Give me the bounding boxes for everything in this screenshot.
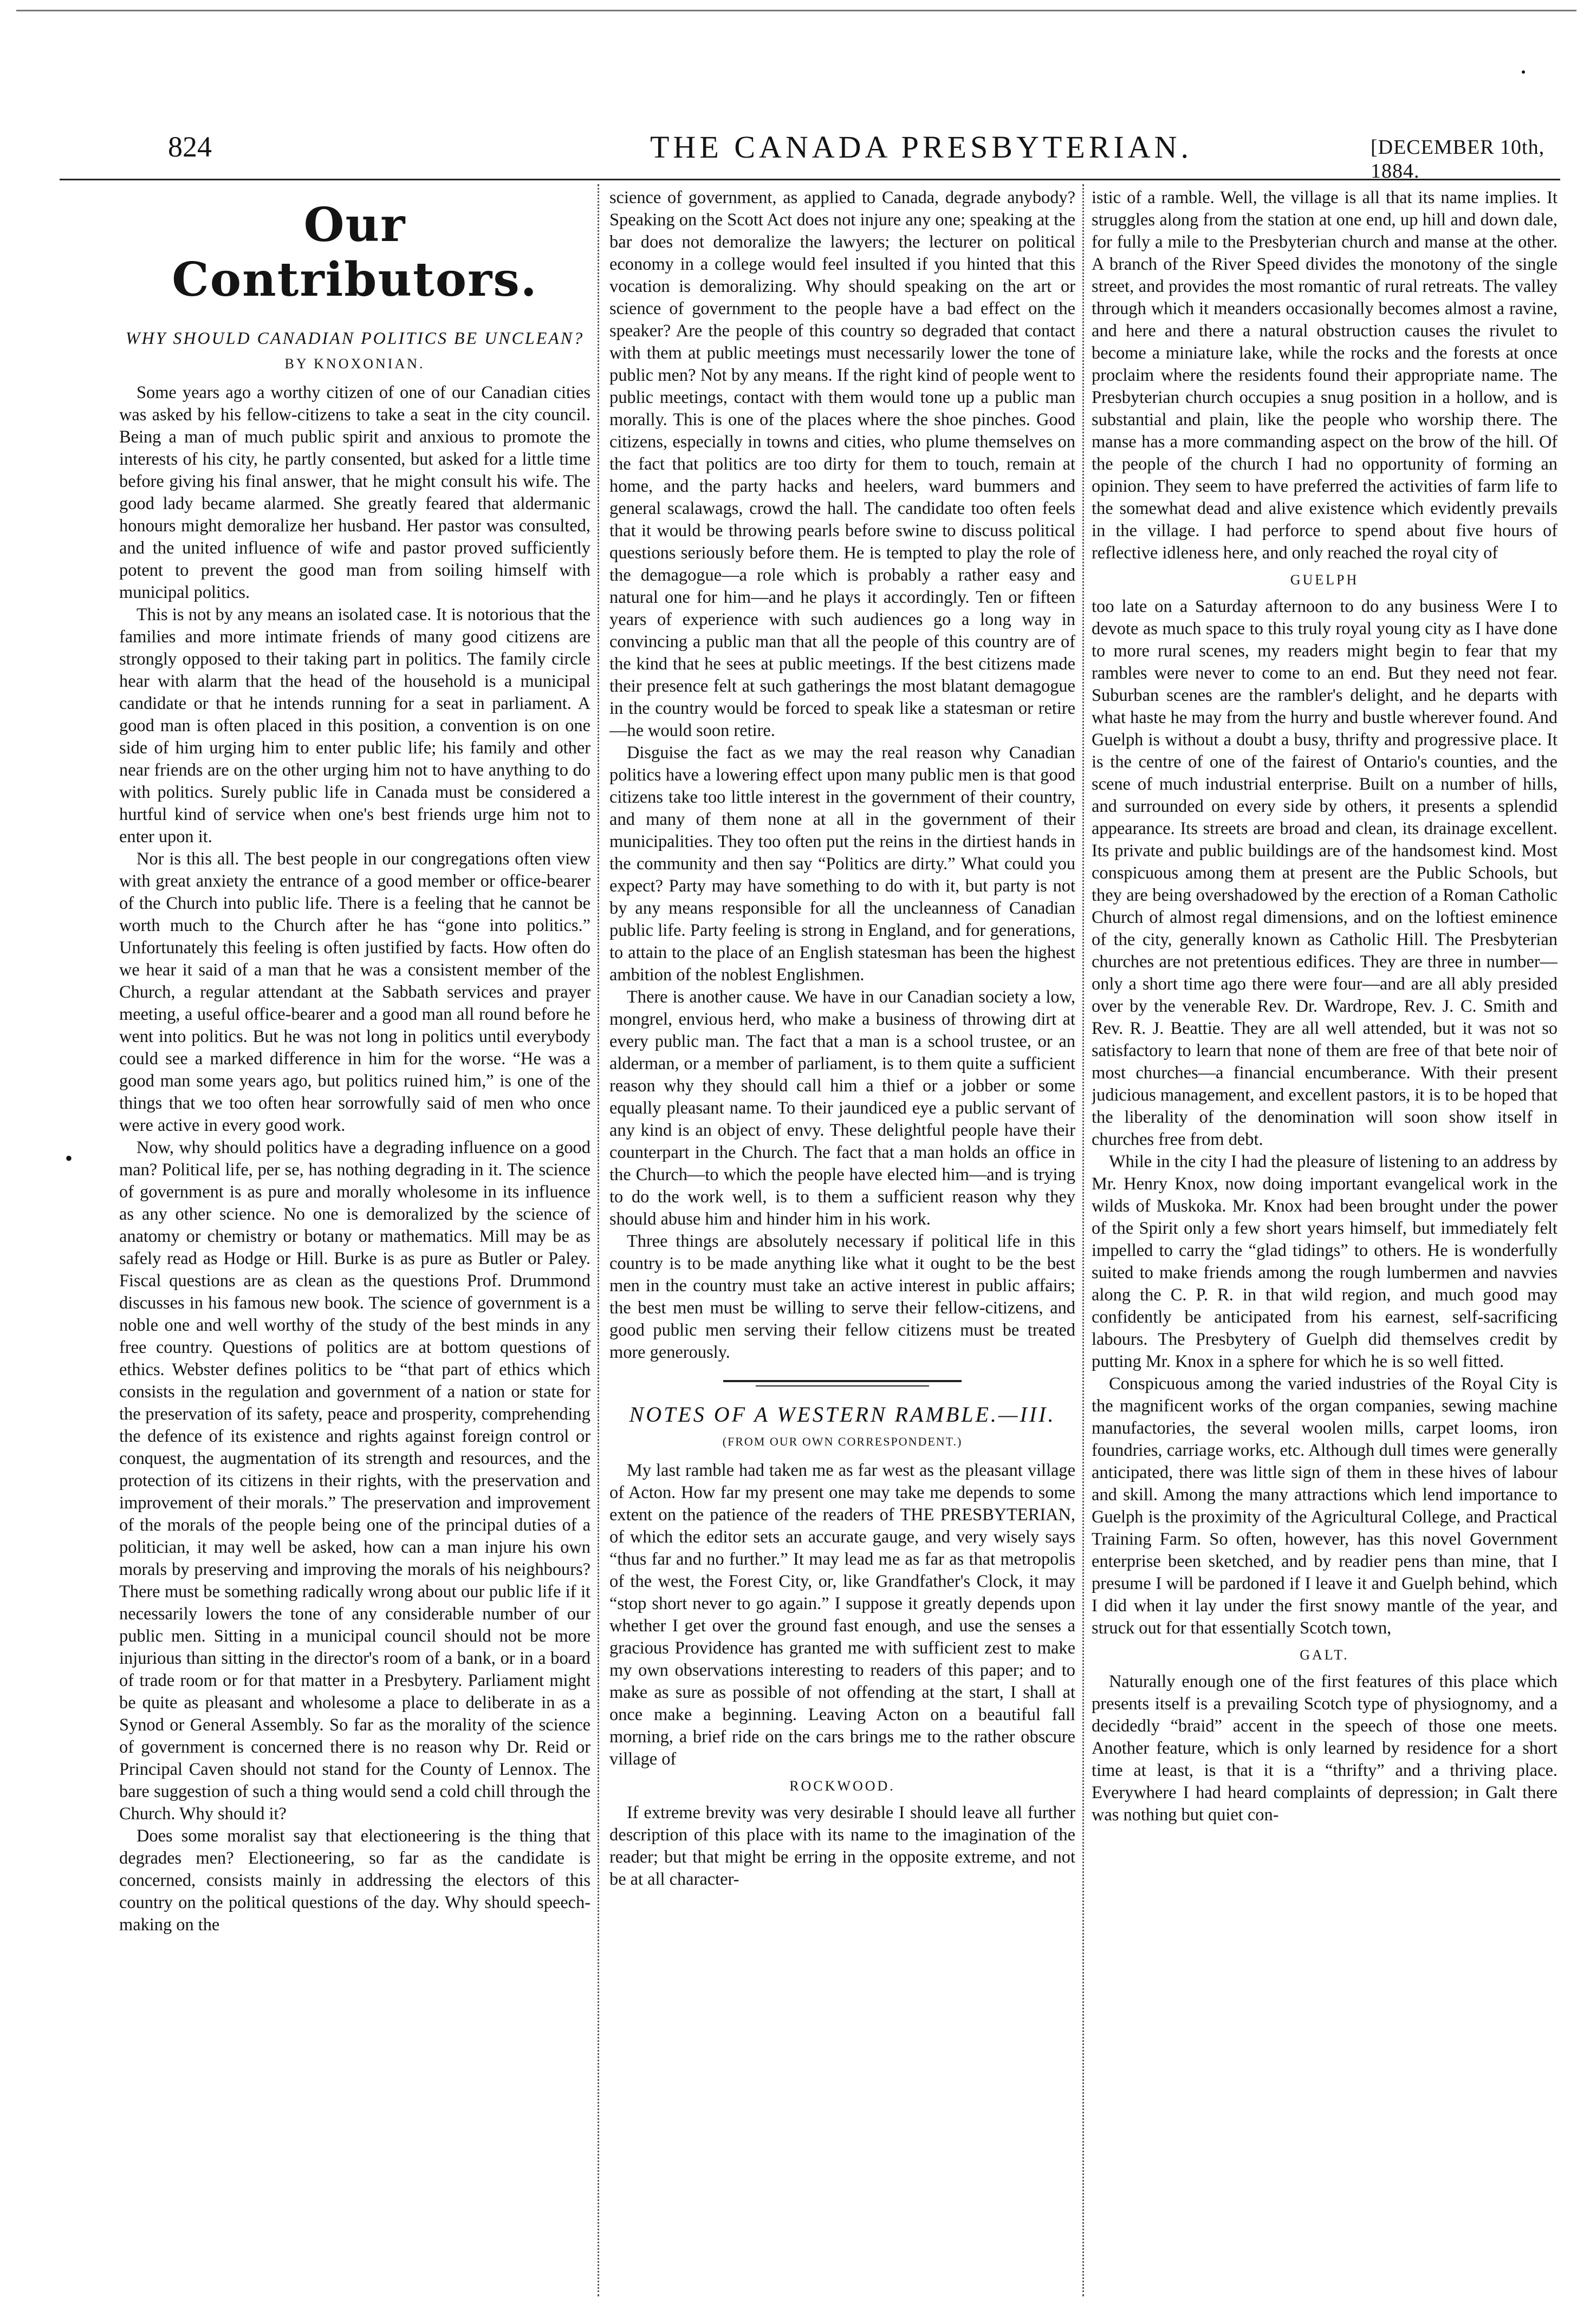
column-2: [609, 187, 1075, 2288]
column-separator: [1082, 184, 1084, 2296]
print-speck: [1522, 70, 1525, 74]
paragraph: Conspicuous among the varied industries of the Royal City is the magnificent works of the organ companies, sewing machine manufactories, the several woolen mills, carpet looms, iron foundries, carriage works, etc. Although dull times were generally anticipated, there was little sign of them in these hives of labour and skill. Among the many attractions which lend importance to Guelph is the proximity of the Agricultural College, and Practical Training Farm. So often, however, has this novel Government enterprise been sketched, and by readier pens than mine, that I presume I will be pardoned if I leave it and Guelph behind, which I did when it lay under the first snowy mantle of the year, and struck out for that essentially Scotch town,: [1092, 1374, 1557, 1638]
page-number: 824: [168, 131, 212, 163]
column-3: [1092, 187, 1557, 2288]
place-heading: GUELPH: [1290, 572, 1359, 588]
issue-date: [DECEMBER 10th, 1884.: [1371, 136, 1545, 183]
paragraph: istic of a ramble. Well, the village is all that its name implies. It struggles along from the station at one end, up hill and down dale, for fully a mile to the Presbyterian church and manse at the other. A branch of the River Speed divides the monotony of the single street, and provides the most romantic of rural retreats. The valley through which it meanders occasionally becomes almost a ravine, and here and there a natural obstruction causes the rivulet to become a miniature lake, while the rocks and the forests at once proclaim where the residents found their appropriate name. The Presbyterian church occupies a snug position in a hollow, and is substantial and plain, like the people who worship there. The manse has a more commanding aspect on the brow of the hill. Of the people of the church I had no opportunity of forming an opinion. They seem to have preferred the activities of farm life to the somewhat dead and alive existence which evidently prevails in the village. I had perforce to spend about five hours of reflective idleness here, and only reached the royal city of: [1092, 188, 1557, 563]
paragraph: If extreme brevity was very desirable I should leave all further description of this place with its name to the imagination of the reader; but that might be erring in the opposite extreme, and not be at all character-: [609, 1803, 1075, 1889]
paragraph: This is not by any means an isolated case. It is notorious that the families and more intimate friends of many good citizens are strongly opposed to their taking part in politics. The family circle hear with alarm that the head of the household is a municipal candidate or that he intends running for a seat in parliament. A good man is often placed in this position, a convention is on one side of him urging him to enter public life; his family and other near friends are on the other urging him not to have anything to do with politics. Surely public life in Canada must be considered a hurtful kind of service when one's best friends urge him not to enter upon it.: [119, 605, 590, 847]
byline: BY KNOXONIAN.: [284, 356, 425, 372]
correspondent-line: (FROM OUR OWN CORRESPONDENT.): [722, 1435, 963, 1448]
article-title: WHY SHOULD CANADIAN POLITICS BE UNCLEAN?: [125, 328, 585, 348]
paragraph: science of government, as applied to Canada, degrade anybody? Speaking on the Scott Act does not injure any one; speaking at the bar does not demoralize the lawyers; the lecturer on political economy in a college would feel insulted if you hinted that this vocation is demoralizing. Why should speaking on the art or science of government to the people have a bad effect on the speaker? Are the people of this country so degraded that contact with them at public meetings must necessarily lower the tone of public men? Not by any means. If the right kind of people went to public meetings, contact with them would tone up a public man morally. This is one of the places where the shoe pinches. Good citizens, especially in towns and cities, who plume themselves on the fact that politics are too dirty for them to touch, remain at home, and the party hacks and heelers, ward bummers and general scalawags, crowd the hall. The candidate too often feels that it would be throwing pearls before swine to discuss political questions seriously before them. He is tempted to play the role of the demagogue—a role which is probably a rather easy and natural one for him—and he plays it accordingly. Ten or fifteen years of experience with such audiences go a long way in convincing a public man that all the people of this country are of the kind that he sees at public meetings. If the best citizens made their presence felt at such gatherings the most blatant demagogue in the country would be forced to speak like a statesman or retire—he would soon retire.: [609, 188, 1075, 740]
paragraph: My last ramble had taken me as far west as the pleasant village of Acton. How far my present one may take me depends to some extent on the patience of the readers of THE PRESBYTERIAN, of which the editor sets an accurate gauge, and very wisely says “thus far and no further.” It may lead me as far as that metropolis of the west, the Forest City, or, like Grandfather's Clock, it may “stop short never to go again.” I suppose it greatly depends upon whether I get over the ground fast enough, and use the senses a gracious Providence has granted me with sufficient zest to make my own observations interesting to readers of this paper; and to make as sure as possible of not offending at the start, I shall at once make a beginning. Leaving Acton on a beautiful fall morning, a brief ride on the cars brings me to the rather obscure village of: [609, 1461, 1075, 1769]
column-1: [119, 187, 590, 2288]
top-border-line: [16, 10, 1576, 19]
place-heading: GALT.: [1300, 1647, 1349, 1663]
paragraph: Does some moralist say that electioneering is the thing that degrades men? Electioneering, so far as the candidate is concerned, consists mainly in addressing the electors of this country on the political questions of the day. Why should speech-making on the: [119, 1826, 590, 1935]
paragraph: While in the city I had the pleasure of listening to an address by Mr. Henry Knox, now doing important evangelical work in the wilds of Muskoka. Mr. Knox had been brought under the power of the Spirit only a few short years himself, but immediately felt impelled to carry the “glad tidings” to others. He is wonderfully suited to make friends among the rough lumbermen and navvies along the C. P. R. in that wild region, and much good may confidently be anticipated from his earnest, self-sacrificing labours. The Presbytery of Guelph did themselves credit by putting Mr. Knox in a sphere for which he is so well fitted.: [1092, 1152, 1557, 1371]
section-divider-ornament: [723, 1378, 962, 1390]
paragraph: There is another cause. We have in our Canadian society a low, mongrel, envious herd, who make a business of throwing dirt at every public man. The fact that a man is a school trustee, or an alderman, or a member of parliament, is to them quite a sufficient reason why they should call him a thief or a jobber or some equally pleasant name. To their jaundiced eye a public servant of any kind is an object of envy. These delightful people have their counterpart in the Church. The fact that a man holds an office in the Church—to which the people have elected him—and is trying to do the work well, is to them a sufficient reason why they should abuse him and hinder him in his work.: [609, 987, 1075, 1229]
paragraph: Naturally enough one of the first features of this place which presents itself is a prevailing Scotch type of physiognomy, and a decidedly “braid” accent in the speech of those one meets. Another feature, which is only learned by residence for a short time at least, is that it is a “thrifty” and a thriving place. Everywhere I had heard complaints of depression; in Galt there was nothing but quiet con-: [1092, 1672, 1557, 1825]
paragraph: Nor is this all. The best people in our congregations often view with great anxiety the entrance of a good member or office-bearer of the Church into public life. There is a feeling that he cannot be worth much to the Church after he has “gone into politics.” Unfortunately this feeling is often justified by facts. How often do we hear it said of a man that he was a consistent member of the Church, a regular attendant at the Sabbath services and prayer meeting, a useful office-bearer and a good man all round before he went into politics. But he was not long in politics until everybody could see a marked difference in him for the worse. “He was a good man some years ago, but politics ruined him,” is one of the things that we too often hear sorrowfully said of men who once were active in every good work.: [119, 849, 590, 1135]
header-rule: [60, 179, 1560, 180]
paragraph: Three things are absolutely necessary if political life in this country is to be made anything like what it ought to be the best men in the country must take an active interest in public affairs; the best men must be willing to serve their fellow-citizens, and good public men serving their fellow citizens must be treated more generously.: [609, 1232, 1075, 1362]
column-separator: [598, 184, 599, 2296]
place-heading: ROCKWOOD.: [789, 1778, 895, 1794]
paragraph: too late on a Saturday afternoon to do any business Were I to devote as much space to this truly royal young city as I have done to more rural scenes, my readers might begin to fear that my rambles were never to come to an end. But they need not fear. Suburban scenes are the rambler's delight, and he departs with what haste he may from the hurry and bustle wherever found. And Guelph is without a doubt a busy, thrifty and progressive place. It is the centre of one of the fairest of Ontario's counties, and the scene of much industrial enterprise. Built on a number of hills, and surrounded on every side by others, it presents a splendid appearance. Its streets are broad and clean, its drainage excellent. Its private and public buildings are of the handsomest kind. Most conspicuous among them at present are the Public Schools, but they are being overshadowed by the erection of a Roman Catholic Church of almost regal dimensions, and on the loftiest eminence of the city, generally known as Catholic Hill. The Presbyterian churches are not pretentious edifices. They are three in number—only a short time ago there were four—and are all ably presided over by the venerable Rev. Dr. Wardrope, Rev. J. C. Smith and Rev. R. J. Beattie. They are all well attended, but it was not so satisfactory to learn that none of them are free of that bete noir of most churches—a financial encumberance. With their present judicious management, and excellent pastors, it is to be hoped that the liberality of the denomination will soon show itself in churches free from debt.: [1092, 597, 1557, 1149]
section-title: NOTES OF A WESTERN RAMBLE.—III.: [629, 1402, 1056, 1427]
publication-title: THE CANADA PRESBYTERIAN.: [650, 129, 1192, 165]
paragraph: Some years ago a worthy citizen of one of our Canadian cities was asked by his fellow-citizens to take a seat in the city council. Being a man of much public spirit and anxious to promote the interests of his city, he partly consented, but asked for a little time before giving his final answer, that he might consult his wife. The good lady became alarmed. She greatly feared that aldermanic honours might demoralize her husband. Her pastor was consulted, and the united influence of wife and pastor proved sufficiently potent to prevent the good man from soiling himself with municipal politics.: [119, 383, 590, 602]
paragraph: Disguise the fact as we may the real reason why Canadian politics have a lowering effect upon many public men is that good citizens take too little interest in the government of their country, and many of them none at all in the government of their municipalities. They too often put the reins in the dirtiest hands in the community and then say “Politics are dirty.” What could you expect? Party may have something to do with it, but party is not by any means responsible for all the uncleanness of Canadian public life. Party feeling is strong in England, and for generations, to attain to the place of an English statesman has been the highest ambition of the noblest Englishmen.: [609, 743, 1075, 985]
running-head: [33, 119, 1557, 183]
paragraph: Now, why should politics have a degrading influence on a good man? Political life, per se, has nothing degrading in it. The science of government is as pure and morally wholesome in its influence as any other science. No one is demoralized by the science of anatomy or chemistry or botany or mathematics. Mill may be as safely read as Hodge or Hill. Burke is as pure as Butler or Paley. Fiscal questions are as clean as the questions Prof. Drummond discusses in his famous new book. The science of government is a noble one and well worthy of the study of the best minds in any free country. Questions of politics are at bottom questions of ethics. Webster defines politics to be “that part of ethics which consists in the regulation and government of a nation or state for the preservation of its safety, peace and prosperity, comprehending the defence of its existence and rights against foreign control or conquest, the augmentation of its strength and resources, and the protection of its citizens in their rights, with the preservation and improvement of their morals.” The preservation and improvement of the morals of the people being one of the principal duties of a politician, it may well be asked, how can a man injure his own morals by preserving and improving the morals of his neighbours? There must be something radically wrong about our public life if it necessarily lowers the tone of any considerable number of our public men. Sitting in a municipal council should not be more injurious than sitting in the director's room of a bank, or in a board of trade room or for that matter in a Presbytery. Parliament might be quite as pleasant and wholesome a place to deliberate in as a Synod or General Assembly. So far as the morality of the science of government is concerned there is no reason why Dr. Reid or Principal Caven should not stand for the County of Lennox. The bare suggestion of such a thing would send a cold chill through the Church. Why should it?: [119, 1138, 590, 1824]
margin-mark: •: [65, 1146, 73, 1170]
department-heading: Our Contributors.: [172, 198, 538, 307]
